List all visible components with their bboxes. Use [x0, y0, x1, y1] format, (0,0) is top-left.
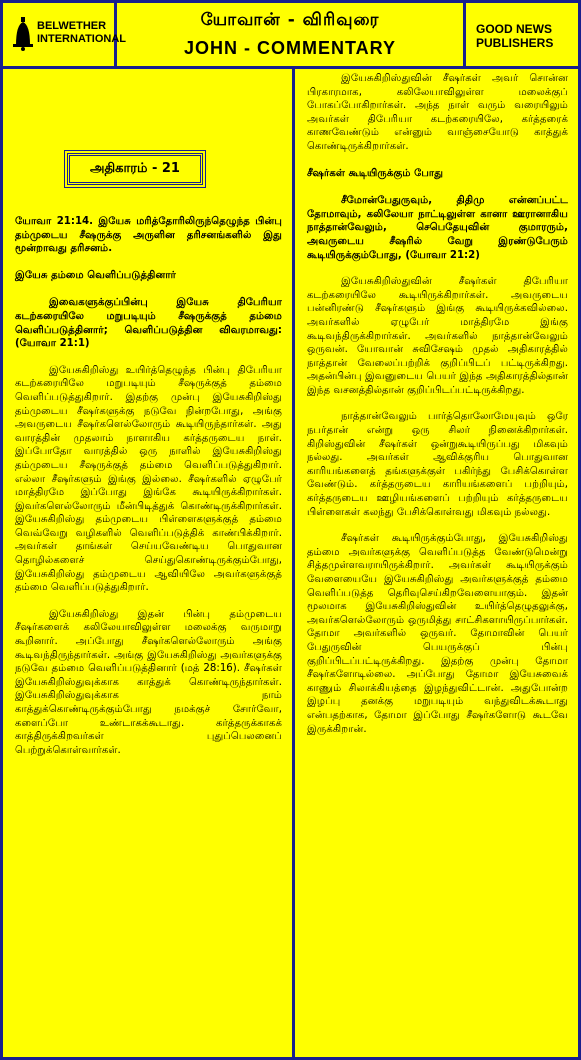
- paragraph: இயேசுகிறிஸ்து இதன் பின்பு தம்முடைய சீஷர்களைக் கலிலேயாவிலுள்ள மலைக்கு வருமாறு கூறினார். அப்போது சீஷர்களெல்லோரும் அங்கு கூடிவந்திருந்தார்கள். அங்கு இயேசுகிறிஸ்து அவர்களுக்கு நடுவே தம்மை வெளிப்படுத்தினார் (மத் 28:16). சீஷர்கள் இயேசுகிறிஸ்துவுக்காக காத்துக் கொண்டிருந்தார்கள். இயேசுகிறிஸ்துவுக்காக நாம் காத்துக்கொண்டிருக்கும்போது நமக்குச் சோர்வோ, களைப்போ உண்டாகக்கூடாது. கர்த்தருக்காகக் காத்திருக்கிறவர்கள் புதுப்பெலனைப் பெற்றுக்கொள்வார்கள்.: [15, 608, 282, 756]
- goodnews-logo: [466, 3, 578, 66]
- paragraph: இயேசுகிறிஸ்துவின் சீஷர்கள் திபேரியா கடற்கரையிலே கூடியிருக்கிறார்கள். அவருடைய பன்னிரண்டு சீஷர்களும் இங்கு கூடியிருக்கவில்லை. அவர்களில் ஏழுபேர் மாத்திரமே இங்கு கூடிவந்திருக்கிறார்கள். அவர்களில் நாத்தான்வேலும் ஒருவன். யோவான் சுவிசேஷம் முதல் அதிகாரத்தில் நாத்தான் வேலைப்பற்றிக் குறிப்பிடப் பட்டிருக்கிறது. அதன்பின்பு இவனுடைய பெயர் இந்த அதிகாரத்தில்தான் இந்த வசனத்தில்தான் குறிப்பிடப்பட்டிருக்கிறது.: [307, 276, 568, 396]
- verse-21-2: சீமோன்பேதுருவும், திதிமு என்னப்பட்ட தோமாவும், கலிலேயா நாட்டிலுள்ள கானா ஊரானாகிய நாத்தான்வேலும், செபெதேயுவின் குமாரரும், அவருடைய சீஷரில் வேறு இரண்டுபேரும் கூடியிருக்கும்போது, (யோவா 21:2): [307, 195, 568, 261]
- title-english: JOHN - COMMENTARY: [184, 38, 396, 58]
- bellwether-logo: [3, 3, 127, 66]
- right-column: [295, 69, 578, 1057]
- intro-verse: யோவா 21:14. இயேசு மரித்தோரிலிருந்தெழுந்த பின்பு தம்முடைய சீஷருக்கு அருளின தரிசனங்களில் இது மூன்றாவது தரிசனம்.: [15, 216, 282, 255]
- columns: [3, 69, 578, 1057]
- heading-revealed: இயேசு தம்மை வெளிப்படுத்தினார்: [15, 269, 176, 281]
- bellwether-logo-text: BELWETHER INTERNATIONAL: [37, 20, 127, 45]
- verse-21-1: இவைகளுக்குப்பின்பு இயேசு திபேரியா கடற்கரையிலே மறுபடியும் சீஷருக்குத் தம்மை வெளிப்படுத்தினார்; வெளிப்படுத்தின விவரமாவது: (யோவா 21:1): [15, 297, 282, 350]
- paragraph: இயேசுகிறிஸ்து உயிர்த்தெழுந்த பின்பு திபேரியா கடற்கரையிலே மறுபடியும் சீஷருக்குத் தம்மை வெளிப்படுத்துகிறார். இதற்கு முன்பு இயேசுகிறிஸ்து தம்முடைய சீஷர்களுக்கு நடுவே நின்றபோது, அங்கு அவருடைய சீஷர்களெல்லோரும் கூடியிருந்தார்கள். அது வாரத்தின் முதலாம் நாளாகிய கர்த்தருடைய நாள். இப்போதோ வாரத்தில் ஒரு நாளில் இயேசுகிறிஸ்து தம்முடைய சீஷருக்குத் தம்மை வெளிப்படுத்துகிறார். எல்லா சீஷர்களும் இங்கு இல்லை. சீஷர்களில் ஏழுபேர் மாத்திரமே இப்போது இங்கே கூடியிருக்கிறார்கள். இவர்களெல்லோரும் மீன்பிடித்துக் கொண்டிருக்கிறார்கள். இயேசுகிறிஸ்து தம்முடைய பிள்ளைகளுக்குத் தம்மை வெவ்வேறு வழிகளில் வெளிப்படுத்திக் காண்பிக்கிறார். அவர்கள் தாங்கள் செய்யவேண்டிய பொதுவான தொழில்களைச் செய்துகொண்டிருக்கும்போது, இயேசுகிறிஸ்து தம்முடைய ஆவியிலே அவர்களுக்குத் தம்மை வெளிப்படுத்துகிறார்.: [15, 364, 282, 594]
- header: [3, 3, 578, 69]
- heading-disciples-gathered: சீஷர்கள் கூடியிருக்கும் போது: [307, 167, 444, 179]
- paragraph: இயேசுகிறிஸ்துவின் சீஷர்கள் அவர் சொன்ன பிரகாரமாக, கலிலேயாவிலுள்ள மலைக்குப் போகப்போகிறார்கள். அந்த நாள் வரும் வரையிலும் அவர்கள் திபேரியா கடற்கரையிலே, கர்த்தரைக் காணவேண்டும் என்னும் வாஞ்சையோடு காத்துக் கொண்டிருக்கிறார்கள்.: [307, 73, 568, 152]
- goodnews-logo-text: GOOD NEWS PUBLISHERS: [476, 22, 554, 50]
- paragraph: நாத்தான்வேலும் பார்த்தொலோமேயுவும் ஒரே நபர்தான் என்று ஒரு சிலர் நினைக்கிறார்கள். கிறிஸ்துவின் சீஷர்கள் ஒன்றுகூடியிருப்பது மிகவும் நல்லது. அவர்கள் ஆவிக்குரிய பொதுவான காரியங்களைத் தங்களுக்குள் பகிர்ந்து பேசிக்கொள்ள வேண்டும். கர்த்தருடைய காரியங்களைப் பற்றியும், கர்த்தருடைய ஊழியங்களைப் பற்றியும் கர்த்தருடைய பிள்ளைகள் கலந்து பேசிக்கொள்வது மிகவும் நல்லது.: [307, 411, 568, 518]
- bell-icon: [13, 17, 33, 51]
- paragraph: சீஷர்கள் கூடியிருக்கும்போது, இயேசுகிறிஸ்து தம்மை அவர்களுக்கு வெளிப்படுத்த வேண்டுமென்று சித்தமுள்ளவராயிருக்கிறார். அவர்கள் கூடியிருக்கும் வேளையையே இயேசுகிறிஸ்து அவர்களுக்குத் தம்மை வெளிப்படுத்த தெரிவுசெய்கிறவேளையாகும். இதன் மூலமாக இயேசுகிறிஸ்துவின் உயிர்த்தெழுதலுக்கு, அவர்களெல்லோரும் ஒருமித்து சாட்சிகளாயிருப்பார்கள். தோமா அவர்களில் ஒருவர். தோமாவின் பெயர் பேதுருவின் பெயருக்குப் பின்பு குறிப்பிடப்பட்டிருக்கிறது. இதற்கு முன்பு தோமா சீஷர்களோடில்லை. அப்போது தோமா இயேசுவைக் காணும் சிலாக்கியத்தை இழந்துவிட்டான். அதுபோன்ற இழப்பு தனக்கு மறுபடியும் வந்துவிடக்கூடாது என்பதற்காக, தோமா இப்போது சீஷர்களோடு கூடவே இருக்கிறான்.: [307, 533, 568, 735]
- title-tamil: யோவான் - விரிவுரை: [200, 10, 380, 30]
- left-column: [3, 69, 295, 1057]
- title-box: [117, 3, 466, 66]
- chapter-title: அதிகாரம் - 21: [67, 153, 203, 185]
